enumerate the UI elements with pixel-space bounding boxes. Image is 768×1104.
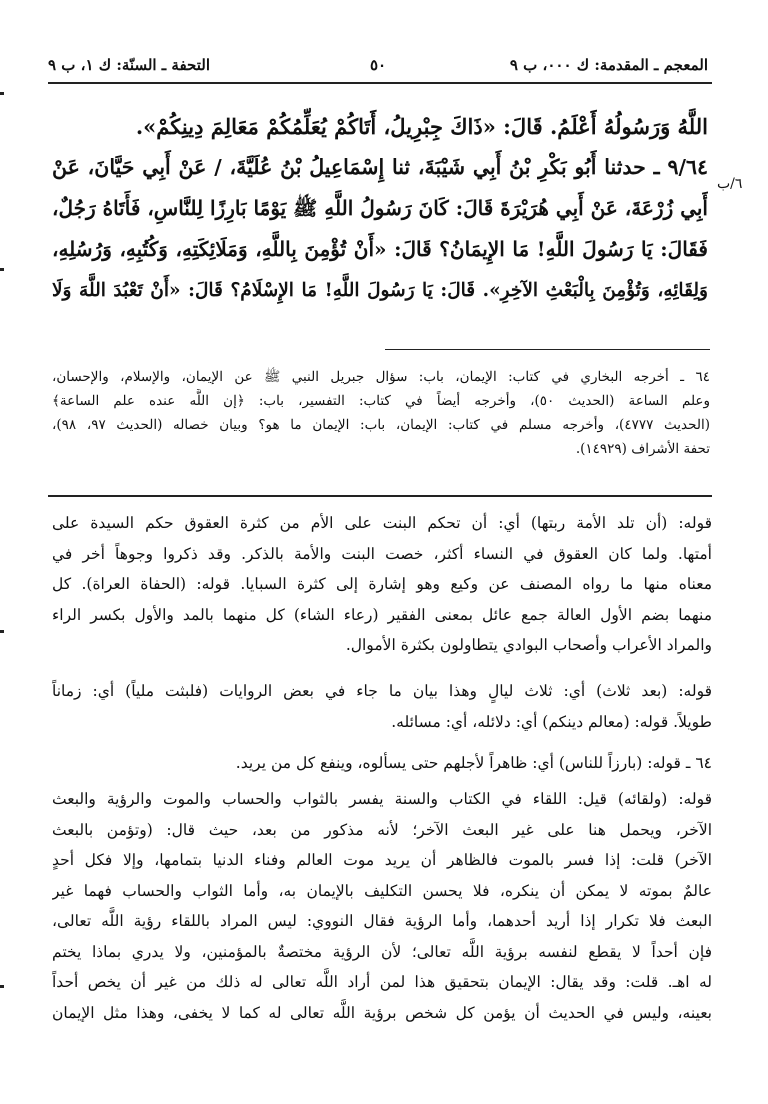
hadith-text: [52, 106, 708, 311]
commentary-line: معناه منها ما رواه المصنف عن وكيع وهو إشارة إلى كثرة السبايا. قوله: (الحفاة العراة). كل: [52, 575, 712, 593]
commentary-paragraph: [52, 784, 712, 1028]
hadith-line: وَلِقَائِهِ، وَتُؤْمِنَ بِالْبَعْثِ الآخِرِ». قَالَ: يَا رَسُولَ اللَّهِ! مَا الإِسْلَامُ؟ قَالَ: «أَنْ تَعْبُدَ اللَّهَ وَلَا: [52, 280, 708, 301]
commentary-line: ٦٤ ـ قوله: (بارزاً للناس) أي: ظاهراً لأجلهم حتى يسألوه، وينفع كل من يريد.: [235, 754, 712, 772]
hadith-line: أَبِي زُرْعَةَ، عَنْ أَبِي هُرَيْرَةَ قَالَ: كَانَ رَسُولُ اللَّهِ ﷺ يَوْمًا بَارِزًا لِلنَّاسِ، فَأَتَاهُ رَجُلٌ،: [52, 196, 708, 220]
commentary-line: فإن أحداً لا يقطع لنفسه برؤية اللَّه تعالى؛ لأن الرؤية مختصةٌ بالمؤمنين، ولا يدري بماذا يختم: [52, 942, 712, 961]
commentary-line: قوله: (بعد ثلاث) أي: ثلاث ليالٍ وهذا بيان ما جاء في بعض الروايات (فلبثت ملياً) أي: زماناً: [52, 682, 712, 700]
scan-mark: [0, 630, 4, 633]
footnote-line: تحفة الأشراف (١٤٩٢٩).: [575, 441, 710, 457]
header-left-reference: التحفة ـ السنّة: ك ١، ب ٩: [48, 56, 210, 74]
page-number: ٥٠: [369, 56, 387, 74]
commentary-line: البعث فلا تكرار إذا أريد أحدهما، وأما الرؤية فقال النووي: ليس المراد باللقاء رؤية اللَّه تعالى،: [52, 912, 712, 930]
commentary-line: والمراد الأعراب وأصحاب البوادي يتطاولون بكثرة الأموال.: [345, 636, 712, 654]
scan-mark: [0, 985, 4, 988]
commentary-paragraph: [52, 508, 712, 661]
footnote-line: ٦٤ ـ أخرجه البخاري في كتاب: الإيمان، باب: سؤال جبريل النبي ﷺ عن الإيمان، والإسلام، والإحسان،: [52, 369, 710, 385]
running-header: [48, 56, 708, 80]
commentary-line: قوله: (أن تلد الأمة ربتها) أي: أن تحكم البنت على الأم من كثرة العقوق حكم السيدة على: [52, 514, 712, 532]
scan-mark: [0, 92, 4, 95]
footnote-line: (الحديث ٤٧٧٧)، وأخرجه مسلم في كتاب: الإيمان، باب: الإيمان ما هو؟ وبيان خصاله (الحديث ٩٧، ٩٨)،: [52, 417, 710, 433]
commentary-line: الآخر) قلت: إذا فسر بالموت فالظاهر أن يريد موت العالم وفناء الدنيا بتمامها، وإلا فكل أحدٍ: [52, 851, 712, 869]
commentary-paragraph: [52, 676, 712, 737]
commentary-line: طويلاً. قوله: (معالم دينكم) أي: دلائله، أي: مسائله.: [391, 712, 712, 731]
footnote-rule: [385, 349, 710, 350]
footnote-block: [52, 365, 710, 461]
header-rule: [48, 82, 712, 84]
commentary-line: له اهـ. قلت: وقد يقال: الإيمان بتحقيق هذا لمن أراد اللَّه تعالى له ذلك من غير أن يخص أحداً: [52, 973, 712, 991]
commentary-line: قوله: (ولقائه) قيل: اللقاء في الكتاب والسنة يفسر بالثواب والحساب والموت والرؤية والبعث: [52, 790, 712, 808]
commentary-line: منهما بضم الأول العالة جمع عائل بمعنى الفقير (رعاء الشاء) كل منهما بالمد والأول بكسر الراء: [52, 605, 712, 624]
scan-mark: [0, 268, 4, 271]
hadith-line: فَقَالَ: يَا رَسُولَ اللَّهِ! مَا الإِيمَانُ؟ قَالَ: «أَنْ تُؤْمِنَ بِاللَّهِ، وَمَلَائِكَتِهِ، وَكُتُبِهِ، وَرُسُلِهِ،: [52, 237, 708, 261]
footnote-line: وعلم الساعة (الحديث ٥٠)، وأخرجه أيضاً في كتاب: التفسير، باب: ﴿إن اللَّه عنده علم الساعة﴾: [52, 393, 710, 409]
commentary-line: أمتها. ولما كان العقوق في النساء أكثر، خصت البنت والأمة بالذكر. وقد ذكروا وجوهاً أخر في: [52, 544, 712, 563]
hadith-line: اللَّهُ وَرَسُولُهُ أَعْلَمُ. قَالَ: «ذَاكَ جِبْرِيلُ، أَتَاكُمْ يُعَلِّمُكُمْ مَعَالِمَ دِينِكُمْ».: [135, 114, 708, 139]
commentary-paragraph: [52, 748, 712, 779]
header-right-reference: المعجم ـ المقدمة: ك ٠٠٠، ب ٩: [509, 56, 708, 74]
margin-manuscript-note: ٦/ب: [717, 176, 743, 192]
commentary-line: الآخر، ويحمل هنا على غير البعث الآخر؛ لأنه مذكور من بعد، حيث قال: (وتؤمن بالبعث: [52, 820, 712, 839]
commentary-line: بعينه، وليس في الحديث أن يؤمن كل شخص برؤية اللَّه تعالى له كما لا يخفى، وهذا مثل الإيمان: [52, 1003, 712, 1022]
commentary-line: عالمٌ بموته لا يمكن أن ينكره، فلا يحسن التكليف بالإيمان به، وأما الثواب والحساب فهما غير: [52, 881, 712, 900]
hadith-line: ٩/٦٤ ـ حدثنا أَبُو بَكْرِ بْنُ أَبِي شَيْبَةَ، ثنا إِسْمَاعِيلُ بْنُ عُلَيَّةَ، / عَنْ أَبِي حَيَّانَ، عَنْ: [52, 155, 708, 179]
commentary-separator: [48, 495, 712, 497]
